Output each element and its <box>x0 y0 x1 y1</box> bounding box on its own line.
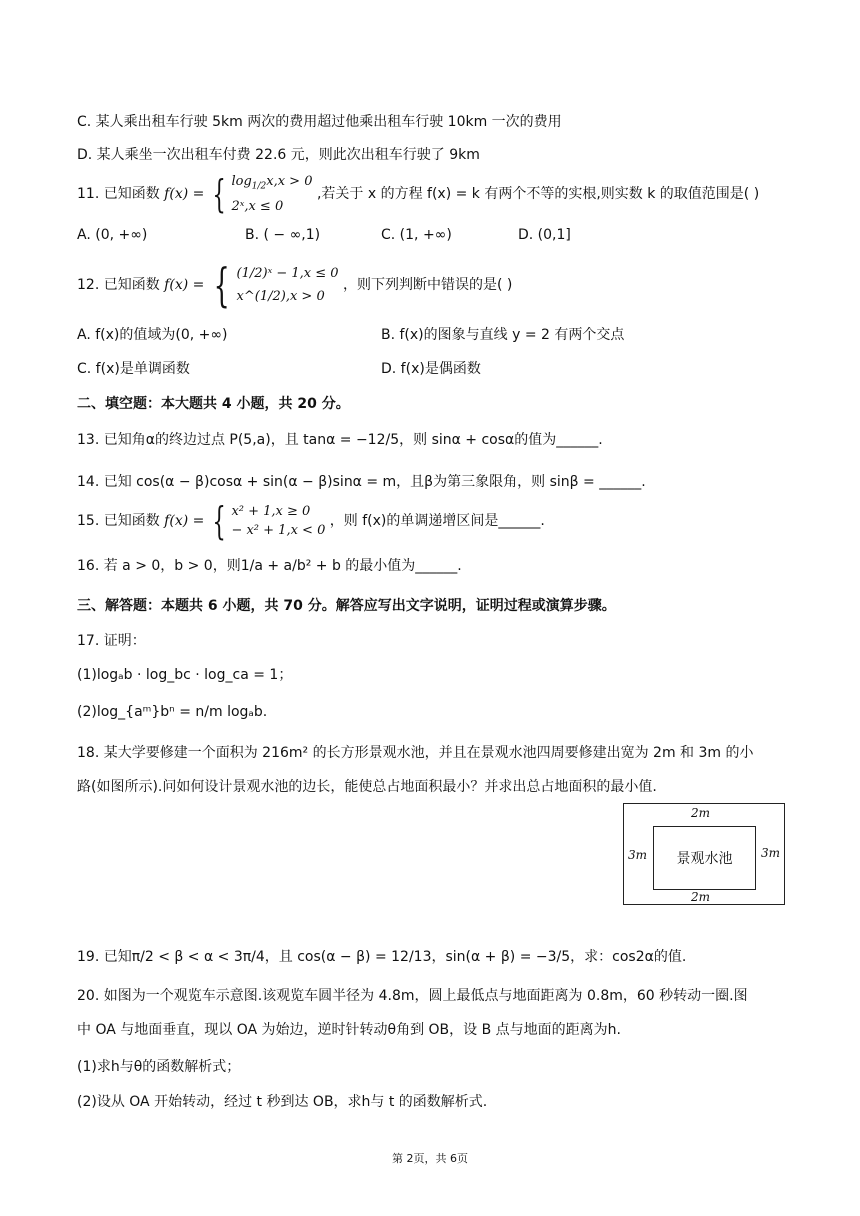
q11-piecewise <box>231 172 312 216</box>
q12-option-c: C. f(x)是单调函数 <box>77 361 190 377</box>
fig-label-left: 3m <box>628 848 648 862</box>
q12-stem-suffix: ，则下列判断中错误的是( ) <box>343 277 513 293</box>
section-3-heading: 三、解答题：本题共 6 小题，共 70 分。解答应写出文字说明，证明过程或演算步骤。 <box>77 598 616 614</box>
q18-line-2: 路(如图所示).问如何设计景观水池的边长，能使总占地面积最小？并求出总占地面积的最小值. <box>77 779 657 795</box>
q20-line-2: 中 OA 与地面垂直，现以 OA 为始边，逆时针转动θ角到 OB，设 B 点与地面的距离为h. <box>77 1022 621 1038</box>
q11-stem-prefix: 11. 已知函数 <box>77 186 160 202</box>
section-2-heading: 二、填空题：本大题共 4 小题，共 20 分。 <box>77 396 350 412</box>
q16: 16. 若 a > 0，b > 0，则1/a + a/b² + b 的最小值为______. <box>77 558 462 574</box>
q15-stem-prefix: 15. 已知函数 <box>77 513 160 529</box>
fig-label-bottom: 2m <box>691 890 711 904</box>
q11-case-2: 2ˣ,x ≤ 0 <box>231 198 284 214</box>
q11-option-c: C. (1, +∞) <box>381 227 452 243</box>
q11-function-name: f(x) = <box>164 186 205 202</box>
q15-case-1: x² + 1,x ≥ 0 <box>231 504 311 519</box>
q19: 19. 已知π/2 < β < α < 3π/4，且 cos(α − β) = 12/13，sin(α + β) = −3/5，求：cos2α的值. <box>77 949 687 965</box>
q12-option-b: B. f(x)的图象与直线 y = 2 有两个交点 <box>381 327 625 343</box>
q12-case-1: (1/2)ˣ − 1,x ≤ 0 <box>236 266 339 281</box>
q11-stem <box>77 172 759 216</box>
q11-case-1: $\log_{1/2}x,x > 0$ <box>231 174 313 192</box>
q11-option-a: A. (0, +∞) <box>77 227 148 243</box>
q20-part-2: (2)设从 OA 开始转动，经过 t 秒到达 OB，求h与 t 的函数解析式. <box>77 1094 488 1110</box>
q15-case-2: − x² + 1,x < 0 <box>231 523 326 538</box>
q12-piecewise <box>237 262 339 308</box>
fig-pool-label: 景观水池 <box>676 851 733 867</box>
q12-brace: { <box>213 258 230 312</box>
fig-label-top: 2m <box>691 806 711 820</box>
q15-stem-suffix: ，则 f(x)的单调递增区间是______. <box>329 513 545 529</box>
q12-function-name: f(x) = <box>164 277 205 293</box>
q15-brace: { <box>212 499 226 543</box>
q12-option-d: D. f(x)是偶函数 <box>381 361 481 377</box>
q20-line-1: 20. 如图为一个观览车示意图.该观览车圆半径为 4.8m，圆上最低点与地面距离为 0.8m，60 秒转动一圈.图 <box>77 988 748 1004</box>
q14: 14. 已知 cos(α − β)cosα + sin(α − β)sinα = m，且β为第三象限角，则 sinβ = ______. <box>77 474 646 490</box>
q12-stem-prefix: 12. 已知函数 <box>77 277 160 293</box>
q10-option-c <box>77 112 562 132</box>
q11-option-b: B. ( − ∞,1) <box>245 227 321 243</box>
fig-label-right: 3m <box>761 846 781 860</box>
q17-part-1: (1)logₐb · log_bc · log_ca = 1； <box>77 667 293 683</box>
fig-pool <box>653 826 756 890</box>
q15-piecewise <box>231 502 325 540</box>
q11-brace: { <box>212 172 226 216</box>
q12-option-a: A. f(x)的值域为(0, +∞) <box>77 327 228 343</box>
q10-option-d <box>77 145 480 165</box>
q15-stem <box>77 500 545 542</box>
q11-stem-suffix: ,若关于 x 的方程 f(x) = k 有两个不等的实根,则实数 k 的取值范围是( ) <box>316 186 760 202</box>
q12-case-2: x^(1/2),x > 0 <box>236 289 325 304</box>
q17-stem: 17. 证明： <box>77 633 146 649</box>
q17-part-2: (2)log_{aᵐ}bⁿ = n/m logₐb. <box>77 704 268 720</box>
page-footer: 第 2页，共 6页 <box>392 1152 468 1165</box>
q10-option-d-text: D. 某人乘坐一次出租车付费 22.6 元，则此次出租车行驶了 9km <box>77 147 480 163</box>
q10-option-c-text: C. 某人乘出租车行驶 5km 两次的费用超过他乘出租车行驶 10km 一次的费用 <box>77 114 562 130</box>
q12-stem <box>77 260 512 310</box>
q11-option-d: D. (0,1] <box>518 227 571 243</box>
q18-line-1: 18. 某大学要修建一个面积为 216m² 的长方形景观水池，并且在景观水池四周要修建出宽为 2m 和 3m 的小 <box>77 745 754 761</box>
q15-function-name: f(x) = <box>164 513 205 529</box>
q13: 13. 已知角α的终边过点 P(5,a)，且 tanα = −12/5，则 sinα + cosα的值为______. <box>77 432 603 448</box>
q18-figure <box>623 803 785 905</box>
q20-part-1: (1)求h与θ的函数解析式； <box>77 1059 241 1075</box>
